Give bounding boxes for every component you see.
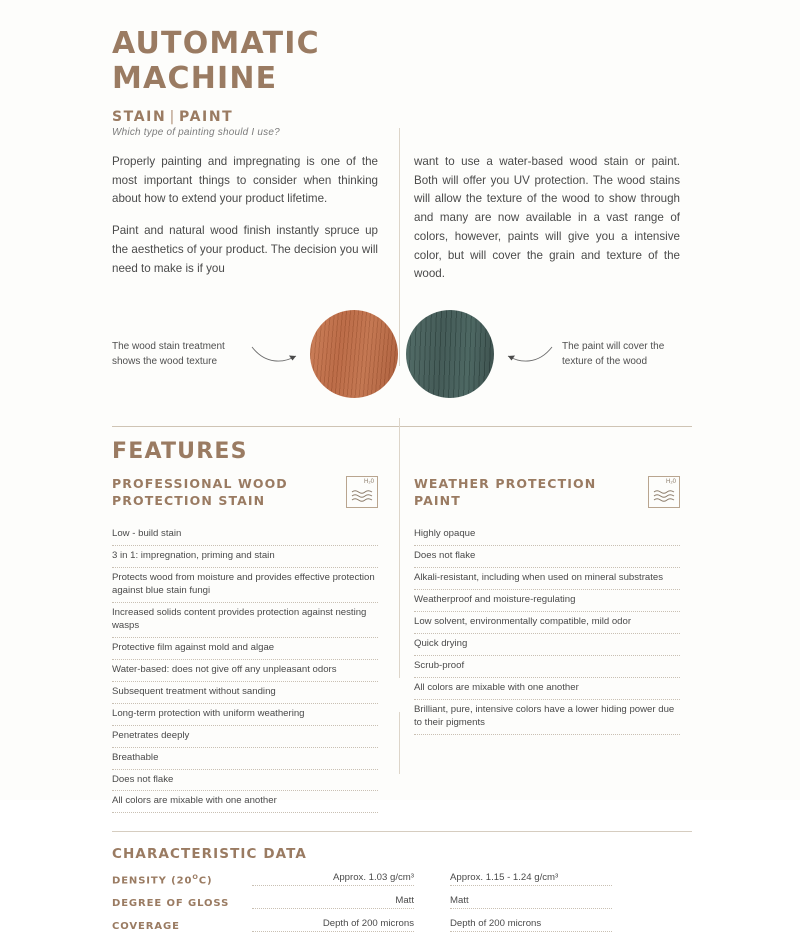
arrow-left-icon <box>250 343 302 365</box>
row-label-sup: O <box>192 873 199 882</box>
row-label <box>112 873 252 886</box>
row-value-right: Matt <box>450 895 612 909</box>
column-separator-features <box>399 418 400 678</box>
characteristic-data-heading: CHARACTERISTIC DATA <box>112 846 307 863</box>
list-item: Low solvent, environmentally compatible, mild odor <box>414 612 680 634</box>
intro-paragraph: Properly painting and impregnating is one of the most important things to consider when thinking about how to extend your product lifetime. <box>112 154 378 206</box>
table-row <box>112 895 692 909</box>
table-row <box>112 918 692 932</box>
features-section <box>112 476 692 813</box>
list-item: Protects wood from moisture and provides effective protection against blue stain fungi <box>112 568 378 603</box>
row-label-end: C) <box>198 875 213 887</box>
intro-paragraph: Paint and natural wood finish instantly spruce up the aesthetics of your product. The decision you will need to make is if you <box>112 224 378 275</box>
list-item: Protective film against mold and algae <box>112 638 378 660</box>
row-value-right: Depth of 200 microns <box>450 918 612 932</box>
list-item: 3 in 1: impregnation, priming and stain <box>112 546 378 568</box>
characteristic-data-table <box>112 872 692 932</box>
water-based-icon <box>346 476 378 508</box>
list-item: All colors are mixable with one another <box>414 678 680 700</box>
subtitle-paint: PAINT <box>179 108 234 125</box>
intro-column-right <box>414 153 680 284</box>
list-item: Subsequent treatment without sanding <box>112 682 378 704</box>
row-value-left: Approx. 1.03 g/cm³ <box>252 872 414 886</box>
feature-title: PROFESSIONAL WOOD PROTECTION STAIN <box>112 476 288 509</box>
list-item: Quick drying <box>414 634 680 656</box>
row-label: COVERAGE <box>112 921 180 932</box>
table-row <box>112 872 692 886</box>
swatch-comparison <box>112 300 692 408</box>
wood-stain-caption: The wood stain treatment shows the wood texture <box>112 341 225 368</box>
water-based-icon <box>648 476 680 508</box>
list-item: Brilliant, pure, intensive colors have a lower hiding power due to their pigments <box>414 700 680 735</box>
list-item: Penetrates deeply <box>112 726 378 748</box>
list-item: Scrub-proof <box>414 656 680 678</box>
title-line-1: AUTOMATIC <box>112 26 320 61</box>
list-item: Water-based: does not give off any unpleasant odors <box>112 660 378 682</box>
list-item: Alkali-resistant, including when used on mineral substrates <box>414 568 680 590</box>
water-based-icon-label: H₂0 <box>364 479 374 486</box>
list-item: Does not flake <box>112 770 378 792</box>
row-value-right: Approx. 1.15 - 1.24 g/cm³ <box>450 872 612 886</box>
feature-column-paint <box>414 476 680 813</box>
intro-column-left <box>112 153 378 284</box>
divider-features <box>112 426 692 427</box>
arrow-right-icon <box>502 343 554 365</box>
list-item: Weatherproof and moisture-regulating <box>414 590 680 612</box>
column-separator-data <box>399 712 400 774</box>
row-label-text: DENSITY (20 <box>112 875 193 887</box>
title-line-2: MACHINE <box>112 61 278 97</box>
list-item: Increased solids content provides protection against nesting wasps <box>112 603 378 638</box>
divider-characteristic-data <box>112 831 692 832</box>
feature-header <box>112 476 378 518</box>
list-item: Long-term protection with uniform weathering <box>112 704 378 726</box>
subtitle-divider: | <box>169 108 177 125</box>
wood-stain-swatch <box>310 310 398 398</box>
intro-section <box>112 153 692 284</box>
list-item: Does not flake <box>414 546 680 568</box>
list-item: All colors are mixable with one another <box>112 791 378 813</box>
feature-column-stain <box>112 476 378 813</box>
page-title <box>112 26 692 97</box>
paint-caption: The paint will cover the texture of the wood <box>562 341 665 368</box>
list-item: Breathable <box>112 748 378 770</box>
feature-list-paint <box>414 524 680 734</box>
row-value-left: Matt <box>252 895 414 909</box>
tagline: Which type of painting should I use? <box>112 126 280 138</box>
row-label: DEGREE OF GLOSS <box>112 898 230 910</box>
paint-swatch <box>406 310 494 398</box>
subtitle <box>112 109 692 125</box>
water-based-icon-label: H₂0 <box>666 479 676 486</box>
feature-list-stain <box>112 524 378 813</box>
feature-header <box>414 476 680 518</box>
list-item: Low - build stain <box>112 524 378 546</box>
row-value-left: Depth of 200 microns <box>252 918 414 932</box>
subtitle-stain: STAIN <box>112 108 167 125</box>
intro-paragraph: want to use a water-based wood stain or paint. Both will offer you UV protection. The wood stains will allow the texture of the wood to show through and many are now available in a vast range of colors, however, paints will give you a intensive color, but will cover the grain and texture of the wood. <box>414 154 680 281</box>
list-item: Highly opaque <box>414 524 680 546</box>
feature-title: WEATHER PROTECTION PAINT <box>414 476 597 509</box>
features-heading: FEATURES <box>112 439 248 465</box>
